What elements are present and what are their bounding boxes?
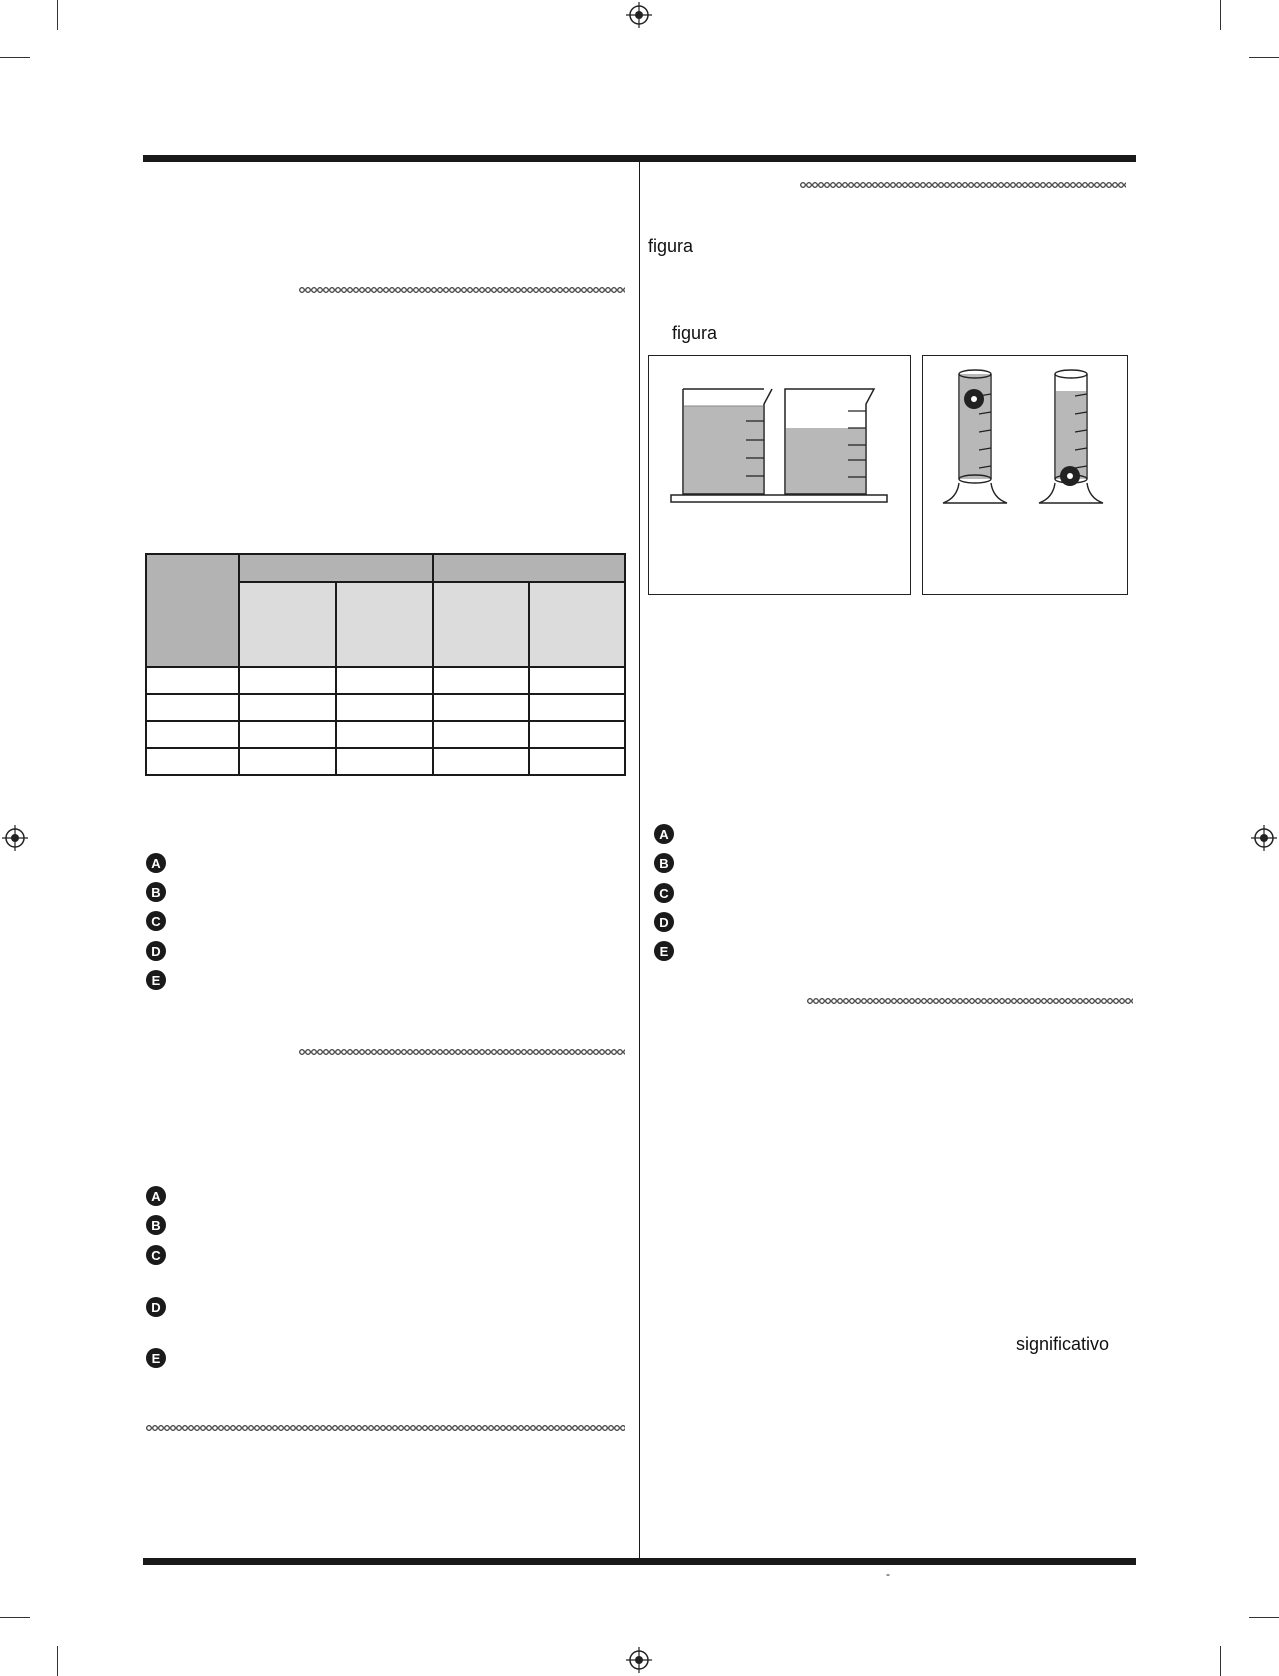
option-c-icon[interactable]: C [146, 911, 166, 931]
option-c-icon[interactable]: C [654, 883, 674, 903]
table-cell [146, 694, 239, 721]
table-cell [529, 721, 625, 748]
footer-rule [143, 1558, 1136, 1565]
cylinders-drawing [923, 356, 1127, 594]
option-b-icon[interactable]: B [654, 853, 674, 873]
table-cell [433, 721, 529, 748]
figure-label: figura [648, 236, 694, 256]
table-header-group [433, 554, 625, 582]
table-header-group [239, 554, 433, 582]
beakers-drawing [649, 356, 910, 594]
question-separator [299, 1048, 625, 1056]
registration-mark-icon [626, 2, 652, 28]
word-significativo: significativo [1016, 1334, 1110, 1354]
registration-mark-icon [2, 825, 28, 851]
option-e-icon[interactable]: E [146, 970, 166, 990]
table-subheader [239, 582, 336, 666]
data-table [145, 553, 626, 776]
figure-label: figura [672, 323, 718, 343]
table-header-corner [146, 554, 239, 667]
option-d-icon[interactable]: D [146, 1297, 166, 1317]
option-d-icon[interactable]: D [146, 941, 166, 961]
table-cell [239, 694, 336, 721]
crop-mark [57, 0, 58, 30]
cylinders-figure [922, 355, 1128, 595]
table-subheader [336, 582, 433, 666]
table-cell [336, 667, 433, 694]
crop-mark [0, 57, 30, 58]
table-cell [239, 748, 336, 775]
table-cell [433, 667, 529, 694]
table-cell [239, 721, 336, 748]
option-a-icon[interactable]: A [654, 824, 674, 844]
table-subheader [529, 582, 625, 666]
table-cell [336, 721, 433, 748]
column-divider [639, 162, 640, 1558]
table-cell [433, 694, 529, 721]
option-c-icon[interactable]: C [146, 1245, 166, 1265]
table-cell [146, 667, 239, 694]
option-d-icon[interactable]: D [654, 912, 674, 932]
option-e-icon[interactable]: E [146, 1348, 166, 1368]
table-cell [433, 748, 529, 775]
footer-mark: - [886, 1567, 890, 1581]
question-separator [299, 286, 625, 294]
crop-mark [1249, 57, 1279, 58]
table-cell [336, 694, 433, 721]
option-a-icon[interactable]: A [146, 1186, 166, 1206]
crop-mark [57, 1646, 58, 1676]
table-cell [336, 748, 433, 775]
registration-mark-icon [626, 1647, 652, 1673]
table-subheader [433, 582, 529, 666]
table-cell [529, 667, 625, 694]
option-e-icon[interactable]: E [654, 941, 674, 961]
table-cell [146, 721, 239, 748]
table-cell [529, 748, 625, 775]
crop-mark [1220, 0, 1221, 30]
registration-mark-icon [1251, 825, 1277, 851]
option-b-icon[interactable]: B [146, 1215, 166, 1235]
header-rule [143, 155, 1136, 162]
table-cell [146, 748, 239, 775]
beakers-figure [648, 355, 911, 595]
question-separator [146, 1424, 625, 1432]
option-b-icon[interactable]: B [146, 882, 166, 902]
crop-mark [1220, 1646, 1221, 1676]
option-a-icon[interactable]: A [146, 853, 166, 873]
table-cell [239, 667, 336, 694]
table-cell [529, 694, 625, 721]
question-separator [807, 997, 1133, 1005]
crop-mark [0, 1617, 30, 1618]
crop-mark [1249, 1617, 1279, 1618]
question-separator [800, 181, 1126, 189]
